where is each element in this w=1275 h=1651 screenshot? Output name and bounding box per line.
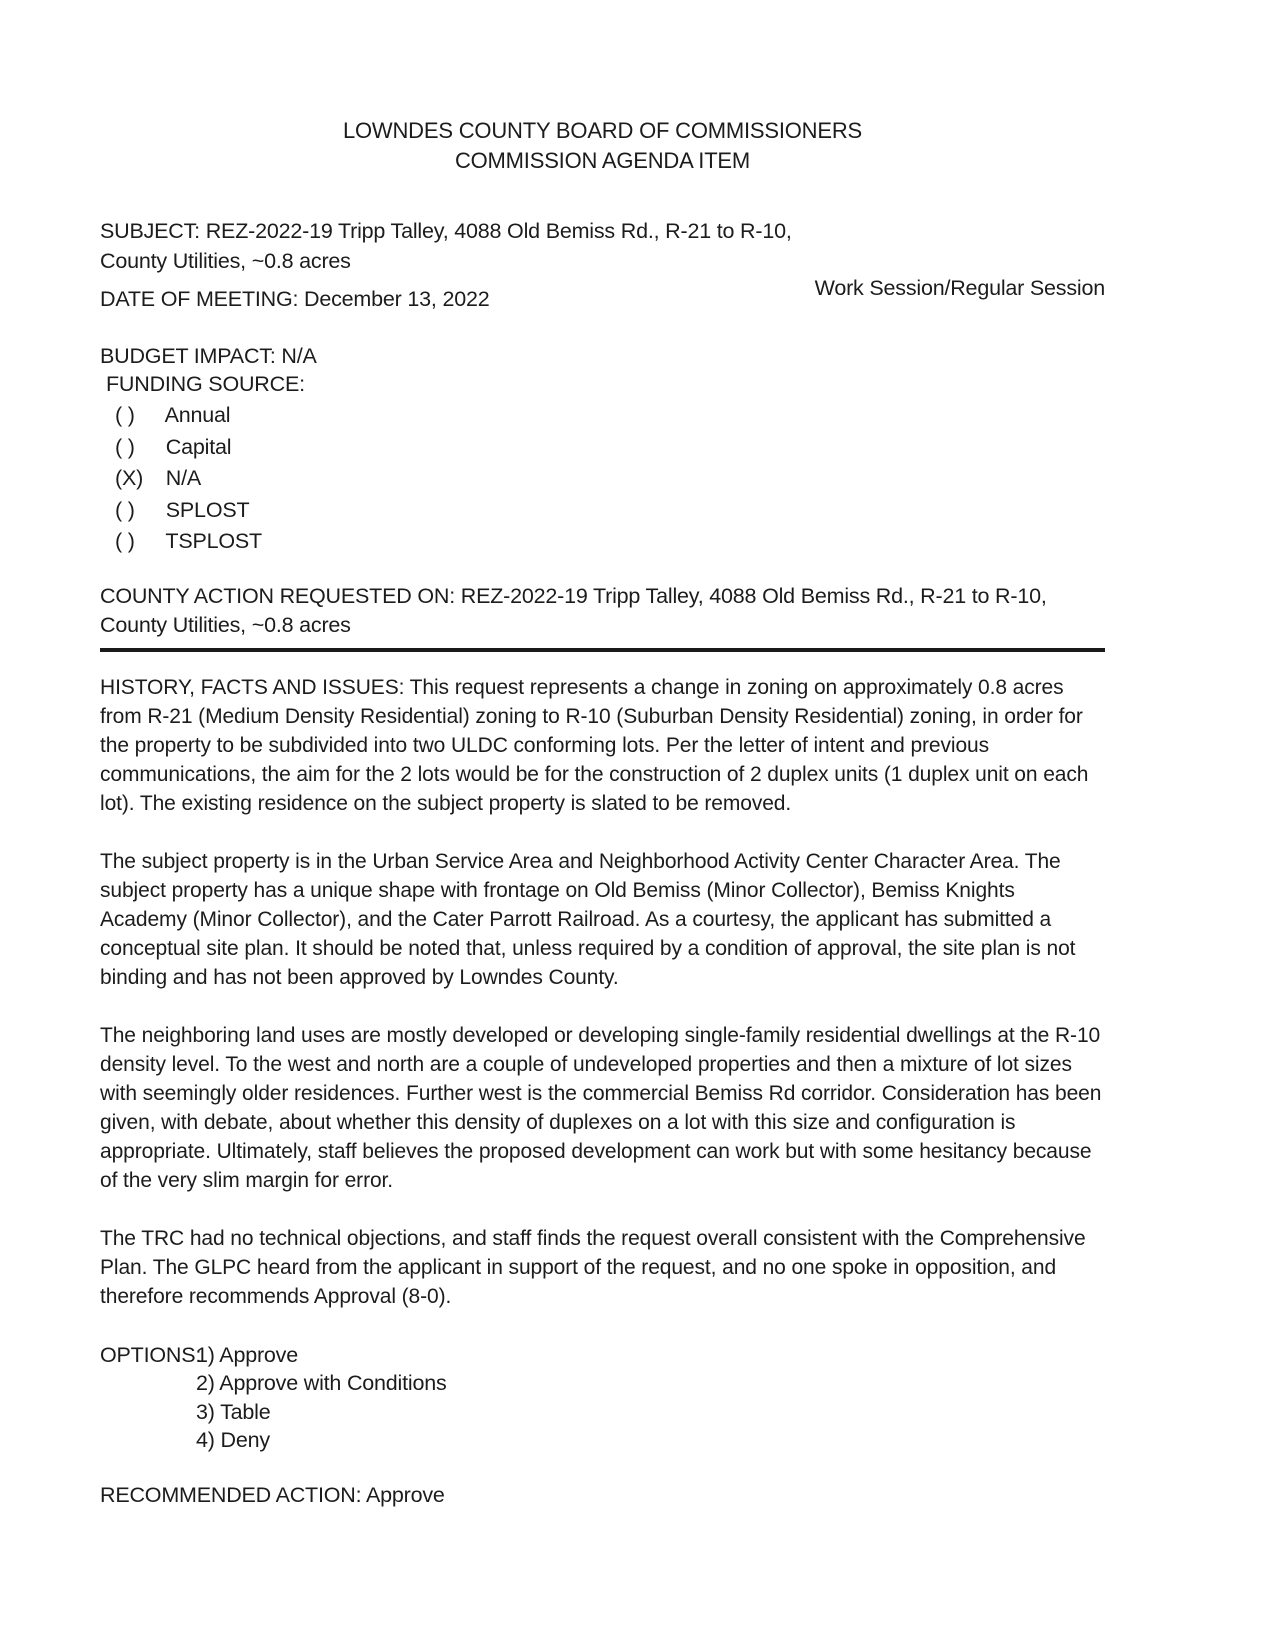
funding-option-na-label: N/A xyxy=(165,466,202,490)
document-title xyxy=(100,116,1105,176)
checkbox-na-checked: (X) xyxy=(115,466,144,490)
neighboring-land-uses-paragraph: The neighboring land uses are mostly developed or developing single-family residential dwellings at the R-10 density level. To the west and north are a couple of undeveloped properties and then a mixture of lot sizes with seemingly older residences. Further west is the commercial Bemiss Rd corridor. Consideration has been given, with debate, about whether this density of duplexes on a lot with this size and configuration is appropriate. Ultimately, staff believes the proposed development can work but with some hesitancy because of the very slim margin for error. xyxy=(100,1023,1102,1192)
subject-block xyxy=(100,216,1105,276)
session-type: Work Session/Regular Session xyxy=(814,276,1105,300)
options-block xyxy=(100,1341,1105,1455)
title-line-2: COMMISSION AGENDA ITEM xyxy=(454,148,751,173)
checkbox-tsplost: ( ) xyxy=(115,529,135,553)
checkbox-annual: ( ) xyxy=(115,403,135,427)
funding-option-splost xyxy=(115,495,1105,527)
county-action-requested: COUNTY ACTION REQUESTED ON: REZ-2022-19 Tripp Talley, 4088 Old Bemiss Rd., R-21 to R-10, County Utilities, ~0.8 acres xyxy=(100,583,1047,637)
subject-line-1: SUBJECT: REZ-2022-19 Tripp Talley, 4088 Old Bemiss Rd., R-21 to R-10, xyxy=(100,219,792,243)
option-approve-with-conditions: 2) Approve with Conditions xyxy=(196,1371,447,1395)
funding-option-capital-label: Capital xyxy=(165,434,232,459)
recommended-action: RECOMMENDED ACTION: Approve xyxy=(100,1482,445,1507)
option-deny: 4) Deny xyxy=(196,1428,270,1452)
funding-source-label: FUNDING SOURCE: xyxy=(106,372,305,396)
trc-glpc-paragraph: The TRC had no technical objections, and staff finds the request overall consistent with the Comprehensive Plan. The GLPC heard from the applicant in support of the request, and no one spoke in opposition, and therefore recommends Approval (8-0). xyxy=(100,1226,1086,1308)
funding-option-tsplost xyxy=(115,526,1105,558)
funding-option-annual-label: Annual xyxy=(164,403,231,427)
funding-option-tsplost-label: TSPLOST xyxy=(165,529,262,553)
subject-property-paragraph: The subject property is in the Urban Service Area and Neighborhood Activity Center Character Area. The subject property has a unique shape with frontage on Old Bemiss (Minor Collector), Bemiss Knights Academy (Minor Collector), and the Cater Parrott Railroad. As a courtesy, the applicant has submitted a conceptual site plan. It should be noted that, unless required by a condition of approval, the site plan is not binding and has not been approved by Lowndes County. xyxy=(100,849,1076,989)
option-approve: 1) Approve xyxy=(196,1342,298,1367)
checkbox-splost: ( ) xyxy=(115,497,135,522)
funding-option-annual xyxy=(115,400,1105,432)
meeting-info-row xyxy=(100,276,1105,314)
document-content xyxy=(100,116,1105,1509)
checkbox-capital: ( ) xyxy=(115,434,135,459)
options-list xyxy=(196,1341,447,1455)
subject-line-2: County Utilities, ~0.8 acres xyxy=(100,249,351,273)
date-of-meeting: DATE OF MEETING: December 13, 2022 xyxy=(100,287,490,311)
funding-option-na xyxy=(115,463,1105,495)
funding-option-splost-label: SPLOST xyxy=(165,497,250,522)
history-facts-issues-paragraph: HISTORY, FACTS AND ISSUES: This request represents a change in zoning on approximately 0.8 acres from R-21 (Medium Density Residential) zoning to R-10 (Suburban Density Residential) zoning, in order for the property to be subdivided into two ULDC conforming lots. Per the letter of intent and previous communications, the aim for the 2 lots would be for the construction of 2 duplex units (1 duplex unit on each lot). The existing residence on the subject property is slated to be removed. xyxy=(100,675,1089,815)
title-line-1: LOWNDES COUNTY BOARD OF COMMISSIONERS xyxy=(342,118,863,143)
budget-impact: BUDGET IMPACT: N/A xyxy=(100,344,317,368)
option-table: 3) Table xyxy=(196,1399,271,1424)
options-label: OPTIONS: xyxy=(100,1342,202,1367)
funding-source-list xyxy=(100,400,1105,558)
divider-line xyxy=(100,648,1105,652)
funding-option-capital xyxy=(115,432,1105,464)
